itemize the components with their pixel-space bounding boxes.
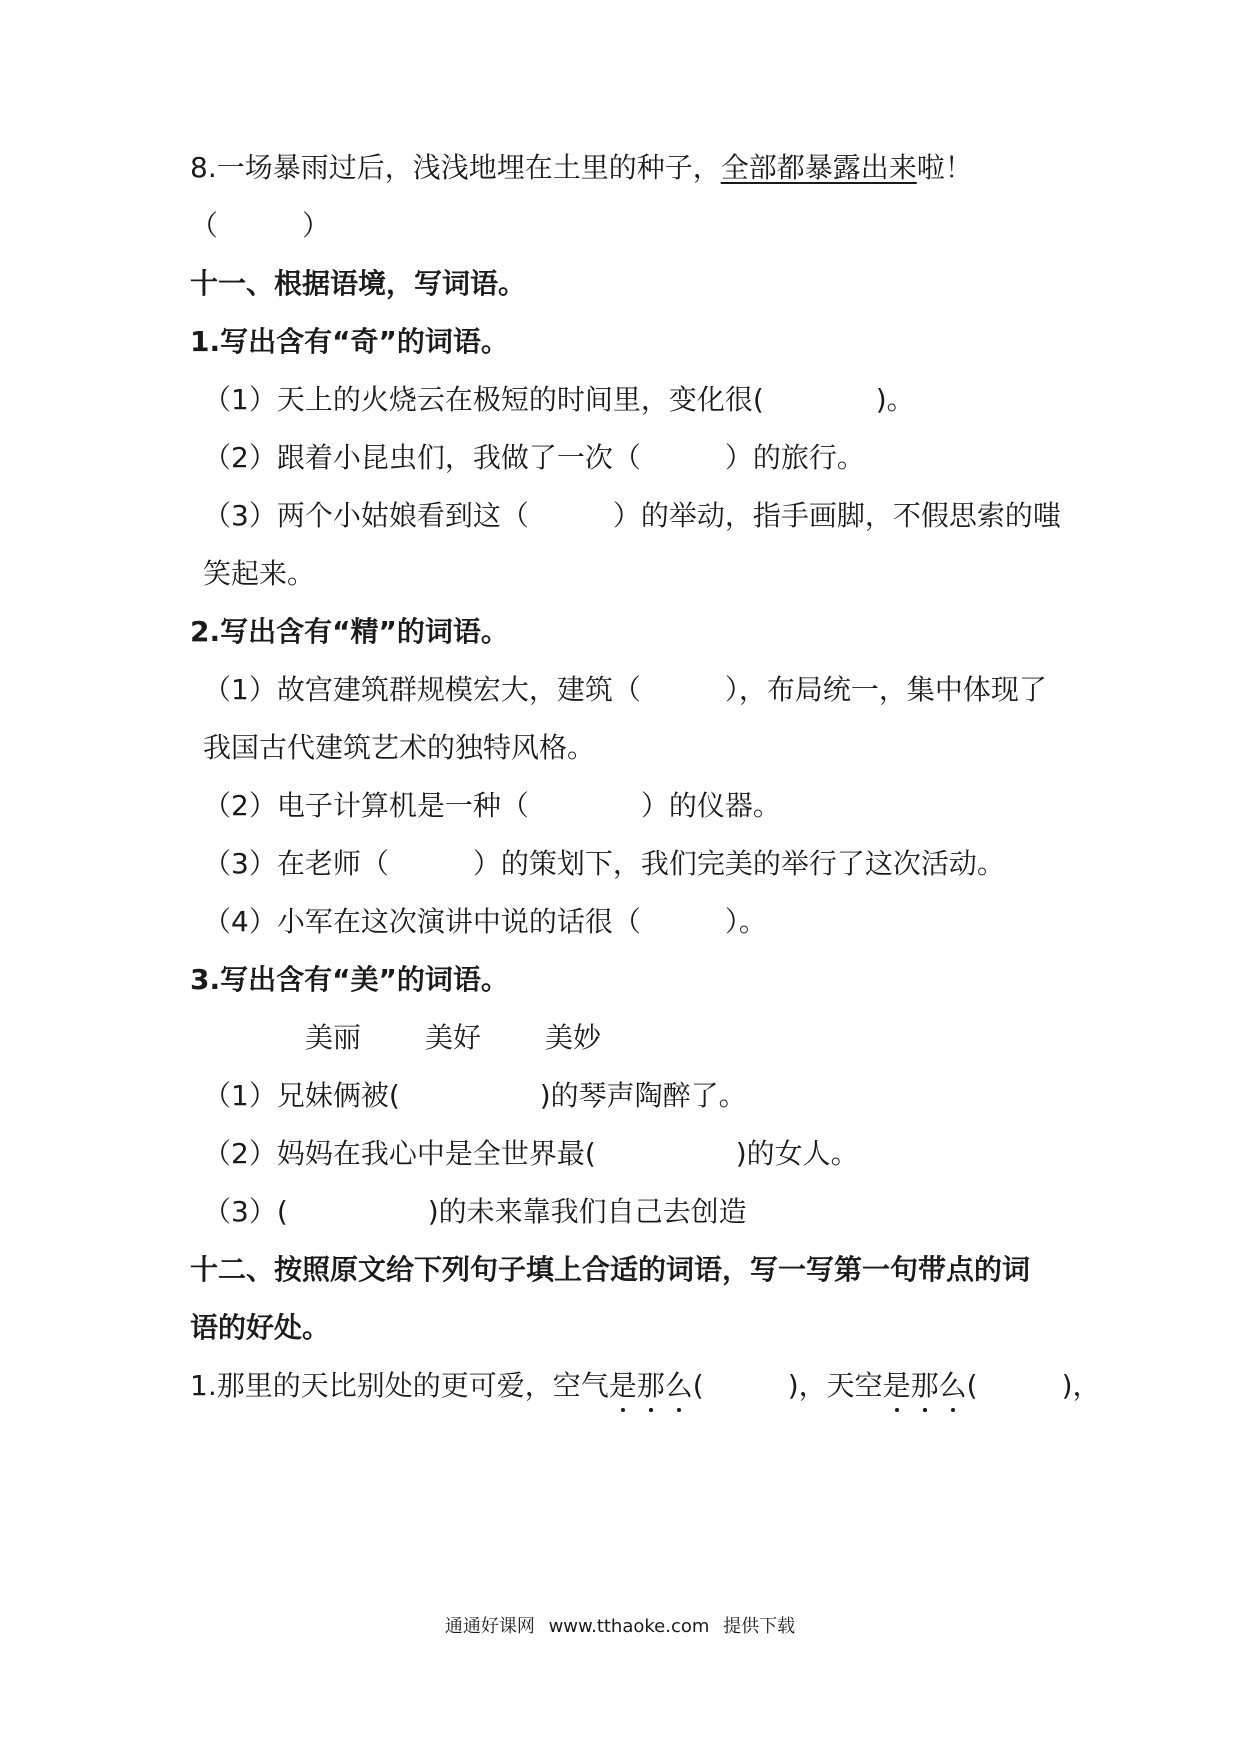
s12-q1-text: 1.那里的天比别处的更可爱，空气 [190, 1369, 609, 1402]
section-11-heading: 十一、根据语境，写词语。 [190, 267, 527, 300]
q3-item-3: （3）( )的未来靠我们自己去创造 [203, 1195, 747, 1228]
q2-item-1: （1）故宫建筑群规模宏大，建筑（ ），布局统一，集中体现了 [203, 673, 1047, 706]
word-option: 美妙 [545, 1021, 602, 1054]
section-12-heading: 十二、按照原文给下列句子填上合适的词语，写一写第一句带点的词 [190, 1253, 1031, 1286]
s12-q1-text: ( )，天空 [692, 1369, 883, 1402]
q1-item-3: （3）两个小姑娘看到这（ ）的举动，指手画脚，不假思索的嗤 [203, 499, 1061, 532]
q1-item-3-continued: 笑起来。 [203, 557, 316, 590]
q8-underlined-phrase: 全部都暴露出来 [720, 151, 917, 184]
page-footer [0, 1612, 1240, 1638]
word-option: 美丽 [305, 1021, 362, 1054]
q1-item-2: （2）跟着小昆虫们，我做了一次（ ）的旅行。 [203, 441, 865, 474]
q8-text-before: 8.一场暴雨过后，浅浅地埋在土里的种子， [190, 151, 721, 184]
q2-item-1-continued: 我国古代建筑艺术的独特风格。 [203, 731, 596, 764]
q2-item-2: （2）电子计算机是一种（ ）的仪器。 [203, 789, 781, 822]
section-12-heading-continued: 语的好处。 [190, 1311, 331, 1344]
dotted-phrase: 是那么 [882, 1369, 967, 1402]
q2-item-3: （3）在老师（ ）的策划下，我们完美的举行了这次活动。 [203, 847, 1005, 880]
q3-item-2: （2）妈妈在我心中是全世界最( )的女人。 [203, 1137, 859, 1170]
q1-heading: 1.写出含有“奇”的词语。 [190, 325, 509, 358]
s12-q1-text: ( )， [966, 1369, 1101, 1402]
q2-heading: 2.写出含有“精”的词语。 [190, 615, 509, 648]
footer-url[interactable]: www.tthaoke.com [548, 1616, 710, 1637]
s12-q1-sentence [190, 1369, 1101, 1402]
q8-answer-blank: （ ） [190, 209, 331, 242]
q8-sentence [190, 151, 973, 184]
q3-item-1: （1）兄妹俩被( )的琴声陶醉了。 [203, 1079, 747, 1112]
q2-item-4: （4）小军在这次演讲中说的话很（ ）。 [203, 905, 767, 938]
q1-item-1: （1）天上的火烧云在极短的时间里，变化很( )。 [203, 383, 915, 416]
q3-word-bank [305, 1021, 665, 1054]
footer-site-name: 通通好课网 [444, 1616, 535, 1637]
footer-suffix: 提供下载 [723, 1616, 796, 1637]
word-option: 美好 [425, 1021, 482, 1054]
q8-text-after: 啦！ [916, 151, 973, 184]
q3-heading: 3.写出含有“美”的词语。 [190, 963, 509, 996]
dotted-phrase: 是那么 [608, 1369, 693, 1402]
